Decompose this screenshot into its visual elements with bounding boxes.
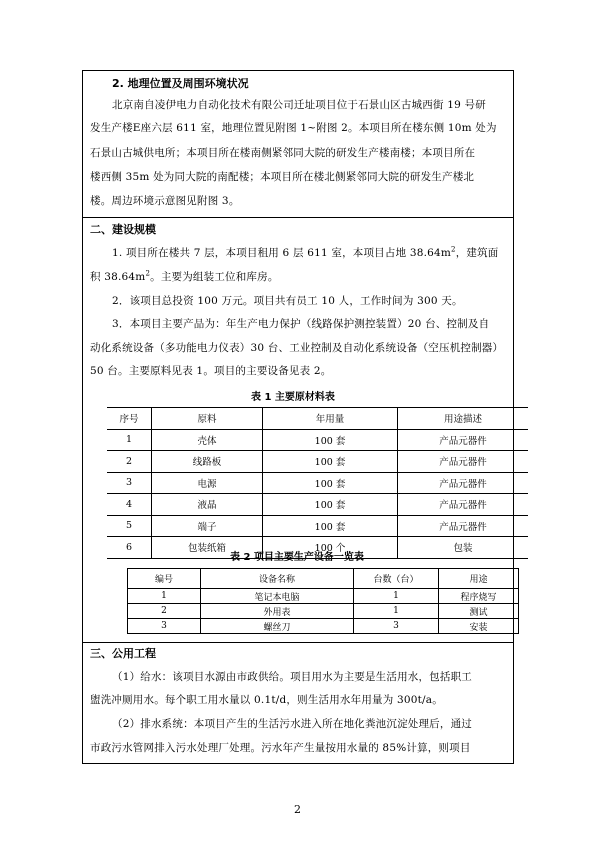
scale-item2: 2．该项目总投资 100 万元。项目共有员工 10 人，工作时间为 300 天。	[112, 295, 463, 307]
table-cell: 100 个	[263, 537, 398, 559]
table-header-cell: 编号	[128, 569, 201, 589]
scale-item1-sup2: 2	[145, 269, 151, 278]
scale-item1-a: 1. 项目所在楼共 7 层，本项目租用 6 层 611 室，本项目占地 38.64m	[112, 247, 452, 259]
scale-item1-sup1: 2	[451, 245, 456, 254]
table-header-cell: 用途描述	[398, 408, 529, 430]
table-cell: 包装	[398, 537, 529, 559]
table-cell: 4	[107, 494, 152, 516]
water-line-1: （1）给水：该项目水源由市政供给。项目用水为主要是生活用水，包括职工	[112, 671, 472, 683]
section-utility-heading: 三、公用工程	[90, 647, 156, 660]
geo-line-4: 楼西侧 35m 处为同大院的南配楼；本项目所在楼北侧紧邻同大院的研发生产楼北	[90, 171, 475, 183]
drain-line-2: 市政污水管网排入污水处理厂处理。污水年产生量按用水量的 85%计算，则项目	[90, 742, 471, 754]
table-cell: 100 套	[263, 472, 398, 494]
table2-caption: 表 2 项目主要生产设备一览表	[230, 552, 364, 563]
table-cell: 3	[354, 619, 439, 634]
table-cell: 2	[107, 451, 152, 473]
table-row	[107, 472, 528, 494]
drain-line-1: （2）排水系统：本项目产生的生活污水进入所在地化粪池沉淀处理后，通过	[112, 718, 472, 730]
table-cell: 产品元器件	[398, 451, 529, 473]
scale-item3-line1: 3．本项目主要产品为：年生产电力保护（线路保护测控装置）20 台、控制及自	[112, 318, 490, 330]
scale-item1-b: ，建筑面	[455, 247, 499, 259]
raw-materials-table	[107, 407, 528, 559]
geo-line-3: 石景山古城供电所；本项目所在楼南侧紧邻同大院的研发生产楼南楼；本项目所在	[90, 147, 476, 159]
water-line-2: 盥洗冲厕用水。每个职工用水量以 0.1t/d，则生活用水年用量为 300t/a。	[90, 694, 443, 706]
page-number: 2	[294, 803, 301, 816]
geo-line-1: 北京南自凌伊电力自动化技术有限公司迁址项目位于石景山区古城西街 19 号研	[112, 99, 486, 111]
table-cell: 产品元器件	[398, 515, 529, 537]
scale-item3-line2: 动化系统设备（多功能电力仪表）30 台、工业控制及自动化系统设备（空压机控制器）	[90, 342, 504, 354]
table-cell: 安装	[439, 619, 519, 634]
table-cell: 1	[107, 429, 152, 451]
scale-item1-line2	[90, 270, 279, 284]
table-cell: 产品元器件	[398, 472, 529, 494]
table-cell: 6	[107, 537, 152, 559]
section-scale-heading: 二、建设规模	[90, 223, 156, 236]
table-cell: 100 套	[263, 429, 398, 451]
table-cell: 外用表	[201, 604, 354, 619]
table-row	[107, 451, 528, 473]
table-cell: 5	[107, 515, 152, 537]
table-row	[107, 429, 528, 451]
table-cell: 1	[354, 604, 439, 619]
table-cell: 包装纸箱	[152, 537, 263, 559]
divider-1	[82, 217, 514, 218]
table-header-cell: 原料	[152, 408, 263, 430]
table-cell: 100 套	[263, 451, 398, 473]
equipment-table	[127, 568, 519, 634]
geo-line-2: 发生产楼E座六层 611 室，地理位置见附图 1~附图 2。本项目所在楼东侧 10m 处为	[90, 122, 497, 134]
table-cell: 3	[128, 619, 201, 634]
table-cell: 2	[128, 604, 201, 619]
geo-line-5: 楼。周边环境示意图见附图 3。	[90, 195, 240, 207]
table-header-cell: 年用量	[263, 408, 398, 430]
table-cell: 产品元器件	[398, 429, 529, 451]
table-cell: 程序烧写	[439, 589, 519, 604]
table-row	[128, 604, 519, 619]
table-header-cell: 序号	[107, 408, 152, 430]
table-cell: 线路板	[152, 451, 263, 473]
table-cell: 产品元器件	[398, 494, 529, 516]
table-row	[128, 619, 519, 634]
table-row	[107, 494, 528, 516]
scale-item3-line3: 50 台。主要原料见表 1。项目的主要设备见表 2。	[90, 365, 332, 377]
table-header-cell: 设备名称	[201, 569, 354, 589]
table-cell: 1	[354, 589, 439, 604]
divider-2	[82, 642, 514, 643]
table-cell: 电源	[152, 472, 263, 494]
table-cell: 3	[107, 472, 152, 494]
scale-item1-line1	[112, 246, 499, 260]
table-cell: 100 套	[263, 494, 398, 516]
table-cell: 液晶	[152, 494, 263, 516]
table-cell: 螺丝刀	[201, 619, 354, 634]
scale-item1-c: 积 38.64m	[90, 271, 146, 283]
table-cell: 端子	[152, 515, 263, 537]
table-cell: 笔记本电脑	[201, 589, 354, 604]
section-geo-heading: 2. 地理位置及周围环境状况	[112, 77, 249, 90]
table-row	[107, 515, 528, 537]
table-row	[128, 589, 519, 604]
table-cell: 1	[128, 589, 201, 604]
table-header-row	[128, 569, 519, 589]
table-header-cell: 用途	[439, 569, 519, 589]
table-header-cell: 台数（台）	[354, 569, 439, 589]
table-cell: 测试	[439, 604, 519, 619]
table1-caption: 表 1 主要原材料表	[251, 392, 335, 403]
table-header-row	[107, 408, 528, 430]
scale-item1-d: 。主要为组装工位和库房。	[150, 271, 279, 283]
table-cell: 壳体	[152, 429, 263, 451]
table-cell: 100 套	[263, 515, 398, 537]
